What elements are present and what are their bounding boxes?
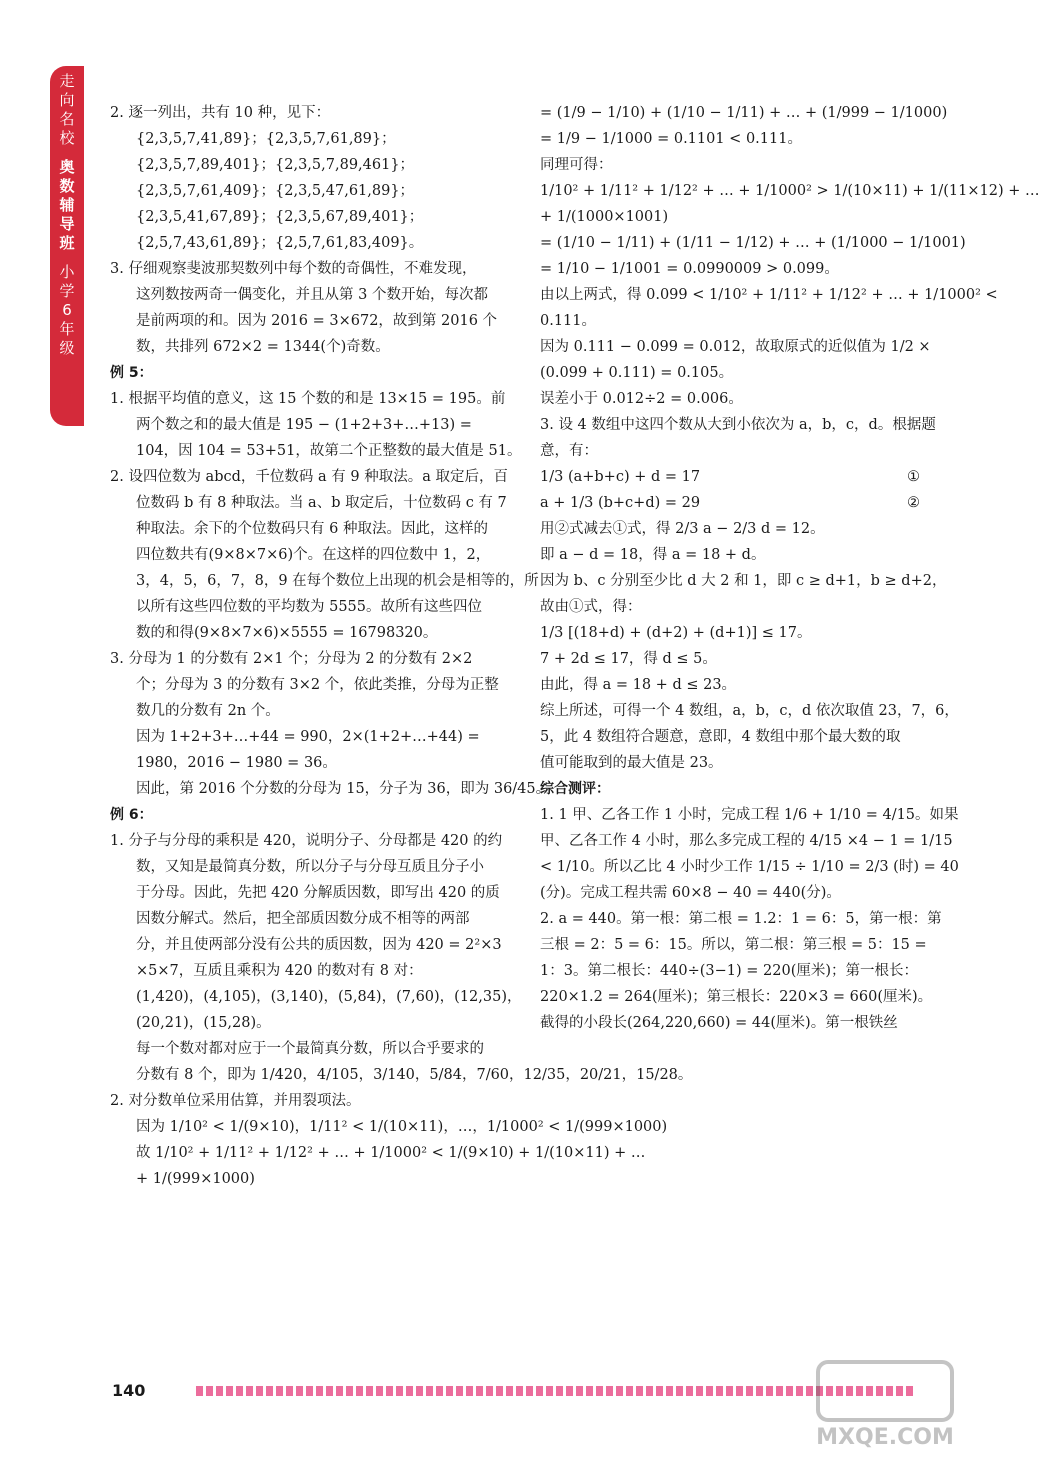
- right-text: = 1/9 − 1/1000 = 0.1101 < 0.111。: [540, 131, 802, 147]
- left-text: 104，因 104 = 53+51，故第二个正整数的最大值是 51。: [136, 443, 522, 459]
- left-line: [110, 1140, 646, 1166]
- right-line: [540, 516, 920, 542]
- right-line: [540, 100, 948, 126]
- watermark-text: MXQE.COM: [816, 1425, 954, 1450]
- right-line: [540, 178, 1039, 204]
- left-line: [110, 204, 508, 230]
- left-text: 数的和得(9×8×7×6)×5555 = 16798320。: [136, 625, 438, 641]
- left-line: [110, 542, 508, 568]
- left-text: 这列数按两奇一偶变化，并且从第 3 个数开始，每次都: [136, 287, 488, 303]
- right-line: [540, 308, 920, 334]
- right-line: [540, 620, 920, 646]
- right-line: [540, 1010, 920, 1036]
- left-line: [110, 672, 508, 698]
- right-text: 综合测评：: [540, 781, 610, 797]
- equation-number: ①: [907, 469, 920, 485]
- right-line: [540, 828, 953, 854]
- right-text: 用②式减去①式，得 2/3 a − 2/3 d = 12。: [540, 521, 825, 537]
- left-line: [110, 334, 508, 360]
- left-line: [110, 828, 508, 854]
- left-line: [110, 230, 508, 256]
- left-text: 1. 分子与分母的乘积是 420，说明分子、分母都是 420 的约: [110, 833, 503, 849]
- right-text: 意，有：: [540, 443, 598, 459]
- right-text: 误差小于 0.012÷2 = 0.006。: [540, 391, 743, 407]
- left-text: ×5×7，互质且乘积为 420 的数对有 8 对：: [136, 963, 423, 979]
- left-line: [110, 594, 508, 620]
- left-text: 1980，2016 − 1980 = 36。: [136, 755, 337, 771]
- left-text: 例 6：: [110, 807, 153, 823]
- left-text: 因数分解式。然后，把全部质因数分成不相等的两部: [136, 911, 470, 927]
- left-line: [110, 724, 508, 750]
- left-line: [110, 1088, 508, 1114]
- left-text: 1. 根据平均值的意义，这 15 个数的和是 13×15 = 195。前: [110, 391, 506, 407]
- right-text: 220×1.2 = 264(厘米)；第三根长：220×3 = 660(厘米)。: [540, 989, 933, 1005]
- right-line: [540, 412, 936, 438]
- left-line: [110, 1036, 508, 1062]
- left-line: [110, 282, 508, 308]
- page-number: 140: [112, 1381, 146, 1400]
- watermark-logo: [810, 1356, 960, 1452]
- series-name: 走向名校: [59, 72, 75, 147]
- right-line: [540, 594, 920, 620]
- right-line: [540, 152, 920, 178]
- left-line: [110, 152, 508, 178]
- left-text: 以所有这些四位数的平均数为 5555。故所有这些四位: [136, 599, 483, 615]
- right-line: [540, 126, 920, 152]
- left-text: {2,3,5,7,89,401}；{2,3,5,7,89,461}；: [136, 157, 415, 173]
- left-text: 因为 1/10² < 1/(9×10)，1/11² < 1/(10×11)，…，1/1000² < 1/(999×1000): [136, 1119, 668, 1135]
- left-text: (1,420)，(4,105)，(3,140)，(5,84)，(7,60)，(12,35)，: [136, 989, 522, 1005]
- left-line: [110, 880, 508, 906]
- right-text: 1/3 [(18+d) + (d+2) + (d+1)] ≤ 17。: [540, 625, 812, 641]
- right-line: [540, 854, 959, 880]
- left-text: 例 5：: [110, 365, 153, 381]
- left-text: 分数有 8 个，即为 1/420，4/105，3/140，5/84，7/60，12/35，20/21，15/28。: [136, 1067, 693, 1083]
- left-line: [110, 1166, 508, 1192]
- left-text: 故 1/10² + 1/11² + 1/12² + … + 1/1000² < 1/(9×10) + 1/(10×11) + …: [136, 1145, 646, 1161]
- right-line: [540, 672, 920, 698]
- left-text: 3，4，5，6，7，8，9 在每个数位上出现的机会是相等的，所: [136, 573, 539, 589]
- right-text: 1：3。第二根长：440÷(3−1) = 220(厘米)；第一根长：: [540, 963, 919, 979]
- left-line: [110, 412, 508, 438]
- left-text: + 1/(999×1000): [136, 1171, 255, 1187]
- right-text: 故由①式，得：: [540, 599, 642, 615]
- left-text: 数，共排列 672×2 = 1344(个)奇数。: [136, 339, 390, 355]
- left-line: [110, 906, 508, 932]
- equation-number: ②: [907, 495, 920, 511]
- right-line: [540, 802, 959, 828]
- right-text: 甲、乙各工作 4 小时，那么多完成工程的 4/15 ×4 − 1 = 1/15: [540, 833, 953, 849]
- left-text: 种取法。余下的个位数码只有 6 种取法。因此，这样的: [136, 521, 488, 537]
- left-text: 四位数共有(9×8×7×6)个。在这样的四位数中 1，2，: [136, 547, 491, 563]
- left-line: [110, 620, 508, 646]
- right-text: 因为 0.111 − 0.099 = 0.012，故取原式的近似值为 1/2 ×: [540, 339, 931, 355]
- right-line: [540, 282, 998, 308]
- left-text: 3. 分母为 1 的分数有 2×1 个；分母为 2 的分数有 2×2: [110, 651, 473, 667]
- left-text: {2,3,5,41,67,89}；{2,3,5,67,89,401}；: [136, 209, 424, 225]
- left-line: [110, 958, 508, 984]
- right-column: [540, 100, 1039, 1036]
- right-text: 截得的小段长(264,220,660) = 44(厘米)。第一根铁丝: [540, 1015, 898, 1031]
- right-line: [540, 698, 959, 724]
- left-line: [110, 386, 508, 412]
- left-text: (20,21)，(15,28)。: [136, 1015, 271, 1031]
- right-text: 由此，得 a = 18 + d ≤ 23。: [540, 677, 737, 693]
- right-text: 综上所述，可得一个 4 数组，a，b，c，d 依次取值 23，7，6，: [540, 703, 959, 719]
- left-text: 2. 逐一列出，共有 10 种，见下：: [110, 105, 331, 121]
- left-text: 位数码 b 有 8 种取法。当 a、b 取定后，十位数码 c 有 7: [136, 495, 507, 511]
- right-line: [540, 256, 920, 282]
- left-text: 因此，第 2016 个分数的分母为 15，分子为 36，即为 36/45。: [136, 781, 551, 797]
- right-line: [540, 750, 920, 776]
- right-line: [540, 438, 920, 464]
- left-text: {2,3,5,7,61,409}；{2,3,5,47,61,89}；: [136, 183, 415, 199]
- left-line: [110, 802, 508, 828]
- left-text: 于分母。因此，先把 420 分解质因数，即写出 420 的质: [136, 885, 500, 901]
- left-text: 数，又知是最简真分数，所以分子与分母互质且分子小: [136, 859, 484, 875]
- left-line: [110, 126, 508, 152]
- right-line: [540, 932, 927, 958]
- series-sidebar-tab: [50, 66, 84, 426]
- left-line: [110, 516, 508, 542]
- grade-label: 小学6年级: [59, 263, 75, 357]
- left-text: {2,3,5,7,41,89}；{2,3,5,7,61,89}；: [136, 131, 396, 147]
- left-line: [110, 100, 508, 126]
- left-line: [110, 490, 508, 516]
- right-line: [540, 360, 920, 386]
- left-line: [110, 256, 508, 282]
- footer-decorative-band: [196, 1386, 916, 1396]
- left-line: [110, 646, 508, 672]
- left-text: {2,5,7,43,61,89}；{2,5,7,61,83,409}。: [136, 235, 424, 251]
- right-text: + 1/(1000×1001): [540, 209, 669, 225]
- right-line: [540, 958, 920, 984]
- right-text: a + 1/3 (b+c+d) = 29: [540, 495, 701, 511]
- right-line: [540, 542, 920, 568]
- left-text: 2. 设四位数为 abcd，千位数码 a 有 9 种取法。a 取定后，百: [110, 469, 508, 485]
- left-line: [110, 698, 508, 724]
- right-text: 即 a − d = 18，得 a = 18 + d。: [540, 547, 766, 563]
- left-line: [110, 464, 508, 490]
- right-line: [540, 464, 920, 490]
- left-line: [110, 438, 522, 464]
- right-line: [540, 490, 920, 516]
- right-line: [540, 386, 920, 412]
- right-text: < 1/10。所以乙比 4 小时少工作 1/15 ÷ 1/10 = 2/3 (时) = 40: [540, 859, 959, 875]
- right-text: 1/10² + 1/11² + 1/12² + … + 1/1000² > 1/(10×11) + 1/(11×12) + …: [540, 183, 1039, 199]
- left-line: [110, 1010, 508, 1036]
- right-text: 5，此 4 数组符合题意，意即，4 数组中那个最大数的取: [540, 729, 901, 745]
- left-line: [110, 360, 508, 386]
- right-line: [540, 906, 942, 932]
- left-text: 个；分母为 3 的分数有 3×2 个，依此类推，分母为正整: [136, 677, 499, 693]
- right-text: 值可能取到的最大值是 23。: [540, 755, 723, 771]
- left-line: [110, 1062, 693, 1088]
- left-line: [110, 932, 508, 958]
- left-line: [110, 568, 539, 594]
- right-text: = (1/10 − 1/11) + (1/11 − 1/12) + … + (1/1000 − 1/1001): [540, 235, 966, 251]
- right-line: [540, 880, 920, 906]
- book-title: 奥数辅导班: [59, 158, 75, 252]
- left-line: [110, 178, 508, 204]
- right-text: 因为 b、c 分别至少比 d 大 2 和 1，即 c ≥ d+1，b ≥ d+2，: [540, 573, 947, 589]
- right-text: 0.111。: [540, 313, 597, 329]
- right-text: (0.099 + 0.111) = 0.105。: [540, 365, 734, 381]
- right-line: [540, 230, 966, 256]
- right-line: [540, 646, 920, 672]
- right-text: 同理可得：: [540, 157, 613, 173]
- left-text: 每一个数对都对应于一个最简真分数，所以合乎要求的: [136, 1041, 484, 1057]
- left-text: 分，并且使两部分没有公共的质因数，因为 420 = 2²×3: [136, 937, 502, 953]
- left-text: 2. 对分数单位采用估算，并用裂项法。: [110, 1093, 361, 1109]
- right-text: 1/3 (a+b+c) + d = 17: [540, 469, 701, 485]
- right-text: 3. 设 4 数组中这四个数从大到小依次为 a，b，c，d。根据题: [540, 417, 936, 433]
- left-line: [110, 1114, 668, 1140]
- left-line: [110, 854, 508, 880]
- left-line: [110, 308, 508, 334]
- right-text: 1. 1 甲、乙各工作 1 小时，完成工程 1/6 + 1/10 = 4/15。如果: [540, 807, 959, 823]
- left-text: 两个数之和的最大值是 195 − (1+2+3+…+13) =: [136, 417, 472, 433]
- right-text: 由以上两式，得 0.099 < 1/10² + 1/11² + 1/12² + … + 1/1000² <: [540, 287, 998, 303]
- left-line: [110, 750, 508, 776]
- left-line: [110, 776, 551, 802]
- left-text: 是前两项的和。因为 2016 = 3×672，故到第 2016 个: [136, 313, 498, 329]
- left-text: 因为 1+2+3+…+44 = 990，2×(1+2+…+44) =: [136, 729, 480, 745]
- right-line: [540, 776, 920, 802]
- right-line: [540, 568, 947, 594]
- right-line: [540, 724, 920, 750]
- right-text: 7 + 2d ≤ 17，得 d ≤ 5。: [540, 651, 717, 667]
- right-line: [540, 204, 920, 230]
- right-line: [540, 984, 933, 1010]
- right-line: [540, 334, 931, 360]
- left-text: 3. 仔细观察斐波那契数列中每个数的奇偶性，不难发现，: [110, 261, 477, 277]
- right-text: 三根 = 2：5 = 6：15。所以，第二根：第三根 = 5：15 =: [540, 937, 927, 953]
- right-text: = (1/9 − 1/10) + (1/10 − 1/11) + … + (1/999 − 1/1000): [540, 105, 948, 121]
- right-text: = 1/10 − 1/1001 = 0.0990009 > 0.099。: [540, 261, 839, 277]
- left-text: 数几的分数有 2n 个。: [136, 703, 280, 719]
- right-text: 2. a = 440。第一根：第二根 = 1.2：1 = 6：5，第一根：第: [540, 911, 942, 927]
- left-line: [110, 984, 522, 1010]
- right-text: (分)。完成工程共需 60×8 − 40 = 440(分)。: [540, 885, 841, 901]
